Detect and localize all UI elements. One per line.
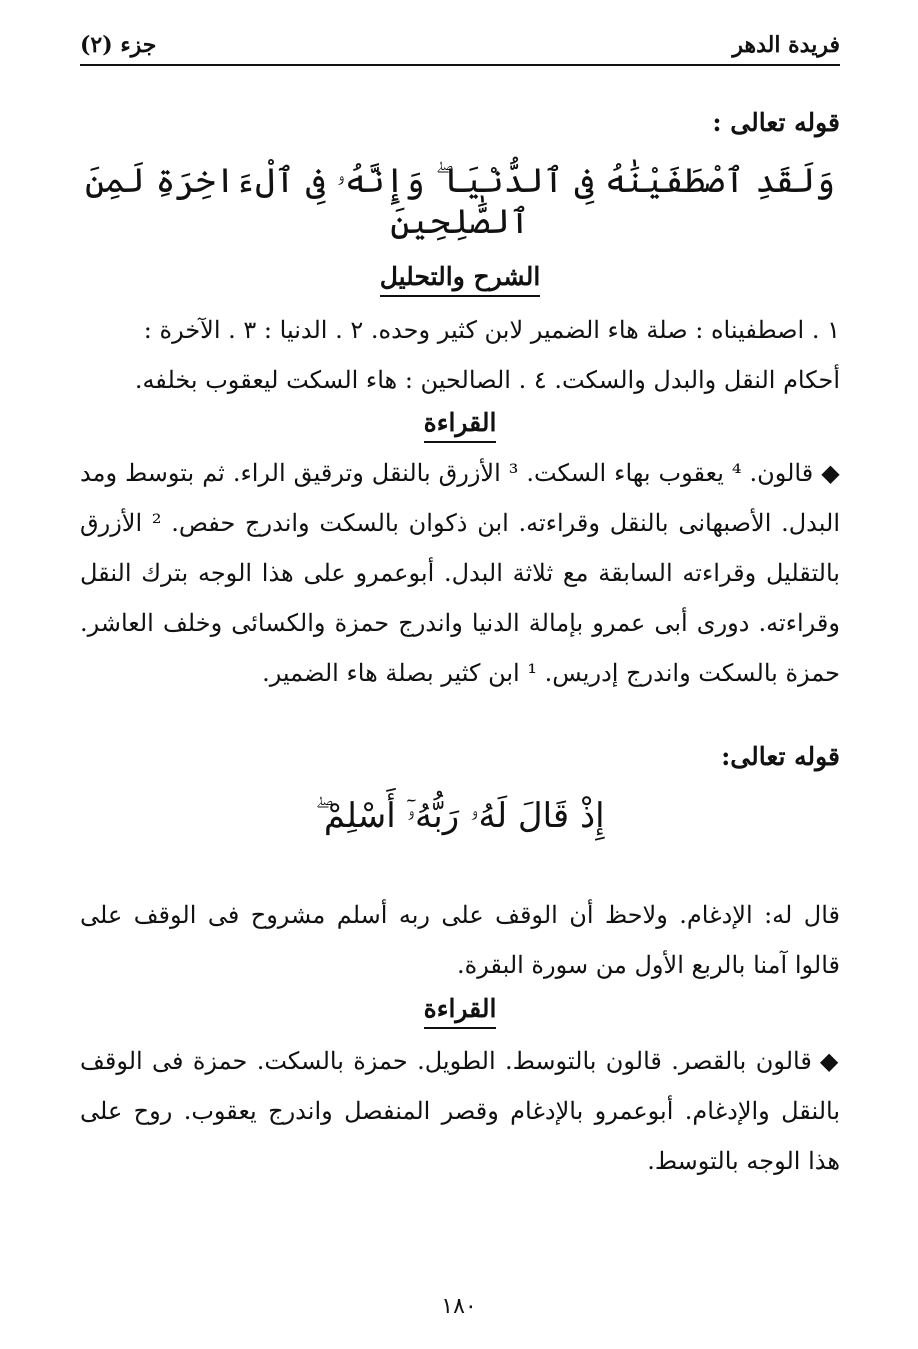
quran-verse-2: إِذْ قَالَ لَهُۥ رَبُّهُۥٓ أَسْلِمْ ۖ — [315, 796, 605, 836]
reading-paragraph-2 — [80, 1036, 840, 1186]
reading-text-2: قالون بالقصر. قالون بالتوسط. الطويل. حمزة بالسكت. حمزة فى الوقف بالنقل والإدغام. أبوعمرو بالإدغام وقصر المنفصل واندرج يعقوب. روح على هذا الوجه بالتوسط. — [80, 1047, 840, 1175]
diamond-bullet-icon: ◆ — [821, 459, 841, 487]
reading-paragraph-1 — [80, 448, 840, 698]
verse-intro-1: قوله تعالى : — [712, 108, 840, 137]
analysis-heading-text: الشرح والتحليل — [380, 262, 541, 297]
note-paragraph: قال له: الإدغام. ولاحظ أن الوقف على ربه أسلم مشروح فى الوقف على قالوا آمنا بالربع الأول من سورة البقرة. — [80, 901, 840, 979]
verse-intro-2: قوله تعالى: — [721, 742, 840, 771]
analysis-heading — [80, 262, 840, 297]
running-header — [80, 28, 840, 66]
analysis-line-2: أحكام النقل والبدل والسكت. ٤ . الصالحين : هاء السكت ليعقوب بخلفه. — [134, 366, 840, 394]
reading-heading-2-text: القراءة — [424, 994, 497, 1029]
reading-heading-1 — [80, 408, 840, 443]
analysis-line-1: ١ . اصطفيناه : صلة هاء الضمير لابن كثير وحده. ٢ . الدنيا : ٣ . الآخرة : — [143, 316, 840, 344]
reading-text-1: قالون. ⁴ يعقوب بهاء السكت. ³ الأزرق بالنقل وترقيق الراء. ثم بتوسط ومد البدل. الأصبهانى بالنقل وقراءته. ابن ذكوان بالسكت واندرج حفص. ² الأزرق بالتقليل وقراءته السابقة مع ثلاثة البدل. أبوعمرو على هذا الوجه بترك النقل وقراءته. دورى أبى عمرو بإمالة الدنيا واندرج حمزة والكسائى وخلف العاشر. حمزة بالسكت واندرج إدريس. ¹ ابن كثير بصلة هاء الضمير. — [80, 459, 840, 687]
analysis-paragraph — [80, 305, 840, 405]
page-number: ١٨٠ — [441, 1294, 477, 1319]
reading-heading-2 — [80, 994, 840, 1029]
quran-verse-1: وَلَقَدِ ٱصْطَفَيْنَٰهُ فِى ٱلدُّنْيَا ۖ وَإِنَّهُۥ فِى ٱلْءَاخِرَةِ لَمِنَ ٱلصَّٰلِحِينَ — [84, 161, 836, 242]
diamond-bullet-icon: ◆ — [819, 1047, 840, 1075]
book-title: فريدة الدهر — [732, 32, 840, 58]
part-number: جزء (٢) — [80, 32, 157, 58]
reading-heading-1-text: القراءة — [424, 408, 497, 443]
